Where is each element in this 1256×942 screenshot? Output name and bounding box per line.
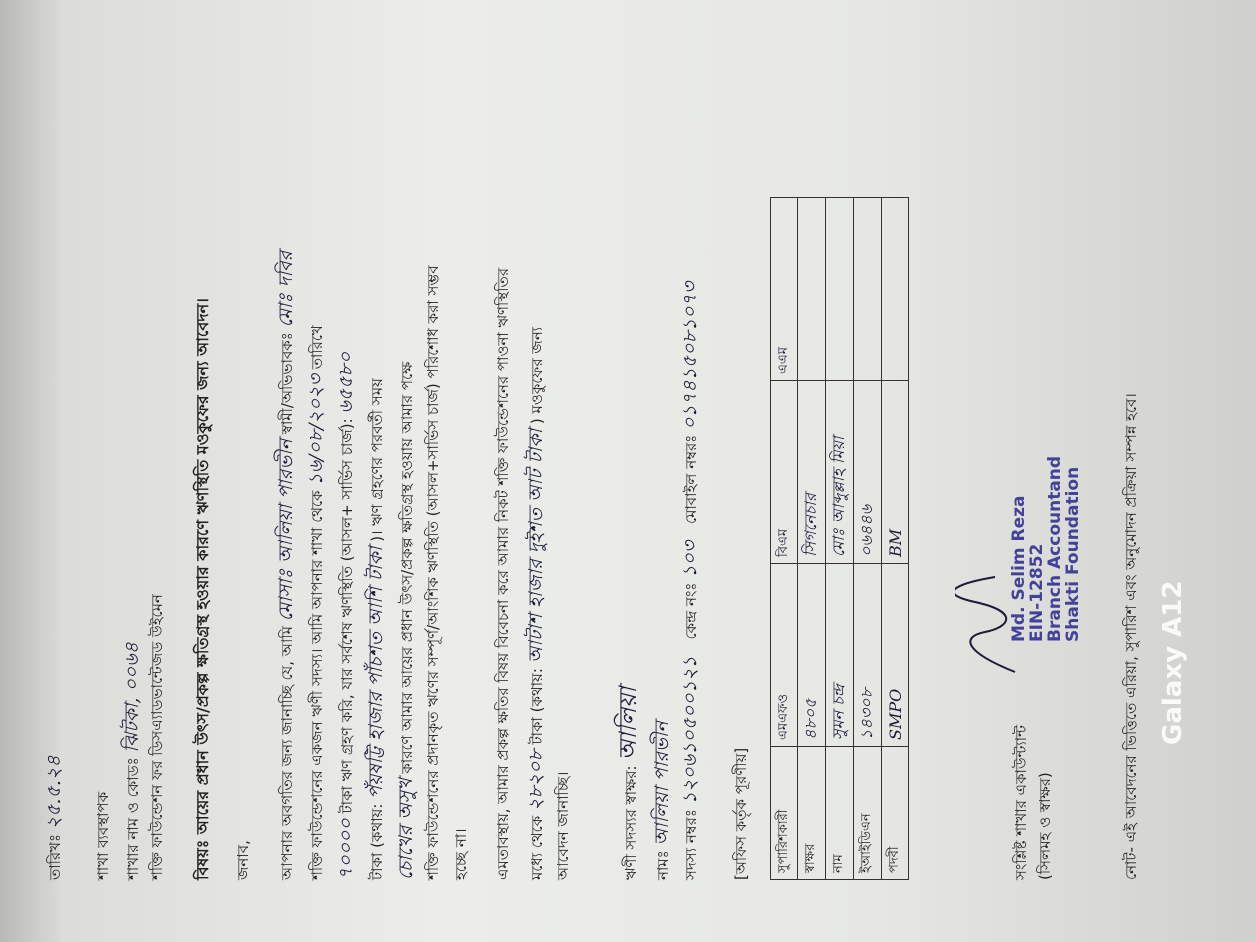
member-name-line: নামঃ আলিয়া পারভীন: [651, 721, 673, 880]
accountant-stamp: Md. Selim Reza EIN-12852 Branch Accountand Shakti Foundation: [1009, 455, 1083, 642]
center-number-value: ১০৩: [679, 540, 701, 578]
camera-watermark: Galaxy A12: [1158, 580, 1188, 745]
branch-line: শাখার নাম ও কোডঃ ঝিটকা, ০০৬৪: [121, 642, 143, 880]
accountant-label: সংশ্লিষ্ট শাখার একাউন্ট্যান্ট: [1012, 725, 1030, 880]
salutation: জনাব,: [234, 840, 252, 880]
para2-line3: আবেদন জানাচ্ছি।: [554, 771, 572, 880]
para1-line1: আপনার অবগতির জন্য জানাচ্ছি যে, আমি মোসাঃ আলিয়া পারভীন স্বামী/অভিভাবকঃ মোঃ দবির: [275, 251, 297, 880]
date-value: ২৫.৫.২৪: [43, 755, 65, 830]
office-use-table: [770, 197, 909, 880]
table-row: পদবী SMPO BM: [882, 198, 909, 880]
branch-value: ঝিটকা, ০০৬৪: [121, 642, 143, 753]
table-header: এএম: [771, 198, 798, 381]
table-header: এমএফও: [771, 564, 798, 747]
table-row: স্বাক্ষর ৪৮০৫ সিগনেচার: [798, 198, 826, 880]
guardian-name-handwritten: মোঃ দবির: [275, 251, 297, 328]
member-signature-line: ঋণী সদস্যর স্বাক্ষর: আলিয়া: [614, 686, 642, 880]
mobile-number-value: ০১৭৪১৫০৮১০৭৩: [679, 281, 701, 430]
member-name-value: আলিয়া পারভীন: [651, 721, 673, 846]
balance-words-handwritten: পঁয়ষট্টি হাজার পাঁচশত আশি টাকা: [365, 546, 387, 799]
office-use-label: [অফিস কর্তৃক পূরণীয়]: [732, 747, 750, 880]
foundation-line: শক্তি ফাউন্ডেশন ফর ডিসএ্যাডভান্টেজড উইমেন: [148, 594, 166, 880]
para1-line4: টাকা (কথায়: পঁয়ষট্টি হাজার পাঁচশত আশি টাকা )। ঋণ গ্রহণের পরবর্তী সময়: [365, 378, 387, 880]
waiver-amount-handwritten: ২৮২০৮: [525, 749, 547, 812]
member-number-line: সদস্য নম্বরঃ ১২০৬১০৫০০১২১ কেন্দ্র নংঃ ১০৩ মোবাইল নম্বরঃ ০১৭৪১৫০৮১০৭৩: [679, 281, 701, 880]
footer-note: নোট- এই আবেদনের ভিত্তিতে এরিয়া, সুপারিশ এবং অনুমোদন প্রক্রিয়া সম্পন্ন হবে।: [1122, 393, 1140, 880]
member-signature: আলিয়া: [614, 686, 642, 761]
para1-line2: শক্তি ফাউন্ডেশনের একজন ঋণী সদস্য। আমি আপনার শাখা থেকে ১৬/০৮/২০২৩ তারিখে: [305, 325, 327, 880]
para2-line2: মধ্যে থেকে ২৮২০৮ টাকা (কথায়: আটাশ হাজার দুইশত আট টাকা ) মওকুফের জন্য: [525, 326, 547, 880]
subject-line: বিষয়ঃ আয়ের প্রধান উৎস/প্রকল্প ক্ষতিগ্রস্থ হওয়ার কারণে ঋণস্থিতি মওকুফের জন্য আবেদন।: [193, 298, 212, 880]
addressee-line: শাখা ব্যবস্থাপক: [94, 791, 112, 880]
para2-line1: এমতাবস্থায়, আমার প্রকল্প ক্ষতির বিষয় বিবেচনা করে আমার নিকট শক্তি ফাউন্ডেশনের পাওনা ঋণস্থিতির: [494, 267, 512, 880]
waiver-words-handwritten: আটাশ হাজার দুইশত আট টাকা: [525, 428, 547, 664]
reason-handwritten: চোখের অসুখ: [395, 778, 417, 880]
bm-signature: সিগনেচার: [798, 381, 826, 564]
loan-date-handwritten: ১৬/০৮/২০২৩: [305, 374, 327, 486]
member-name-handwritten: মোসাঃ আলিয়া পারভীন: [275, 438, 297, 622]
loan-amount-handwritten: ৭০০০০: [335, 818, 357, 880]
date-line: তারিখঃ ২৫.৫.২৪: [43, 755, 65, 880]
balance-handwritten: ৬৫৫৮০: [335, 351, 357, 414]
member-number-value: ১২০৬১০৫০০১২১: [679, 656, 701, 805]
para1-line6: শক্তি ফাউন্ডেশনের প্রদানকৃত ঋণের সম্পূর্ণ/আংশিক ঋণস্থিতি (আসল+সার্ভিস চার্জ) পরিশোধ করা সম্ভব: [424, 265, 442, 880]
accountant-sublabel: (সিলমহ ও স্বাক্ষর): [1036, 772, 1054, 880]
table-header: সুপারিশকারী: [771, 747, 798, 880]
table-header-row: [771, 198, 798, 880]
para1-line3: ৭০০০০ টাকা ঋণ গ্রহণ করি, যার সর্বশেষ ঋণস্থিতি (আসল+ সার্ভিস চার্জ): ৬৫৫৮০: [335, 351, 357, 880]
para1-line5: চোখের অসুখ কারণে আমার আয়ের প্রধান উৎস/প্রকল্প ক্ষতিগ্রস্থ হওয়ায় আমার পক্ষে: [395, 361, 417, 880]
table-header: বিএম: [771, 381, 798, 564]
table-row: ইআইডিএন ১৪৩০৮ ০৬৪৪৬: [854, 198, 882, 880]
para1-line7: হচ্ছে না।: [452, 828, 470, 880]
table-row: নাম সুমন চন্দ্র মোঃ আব্দুল্লাহ মিয়া: [826, 198, 854, 880]
